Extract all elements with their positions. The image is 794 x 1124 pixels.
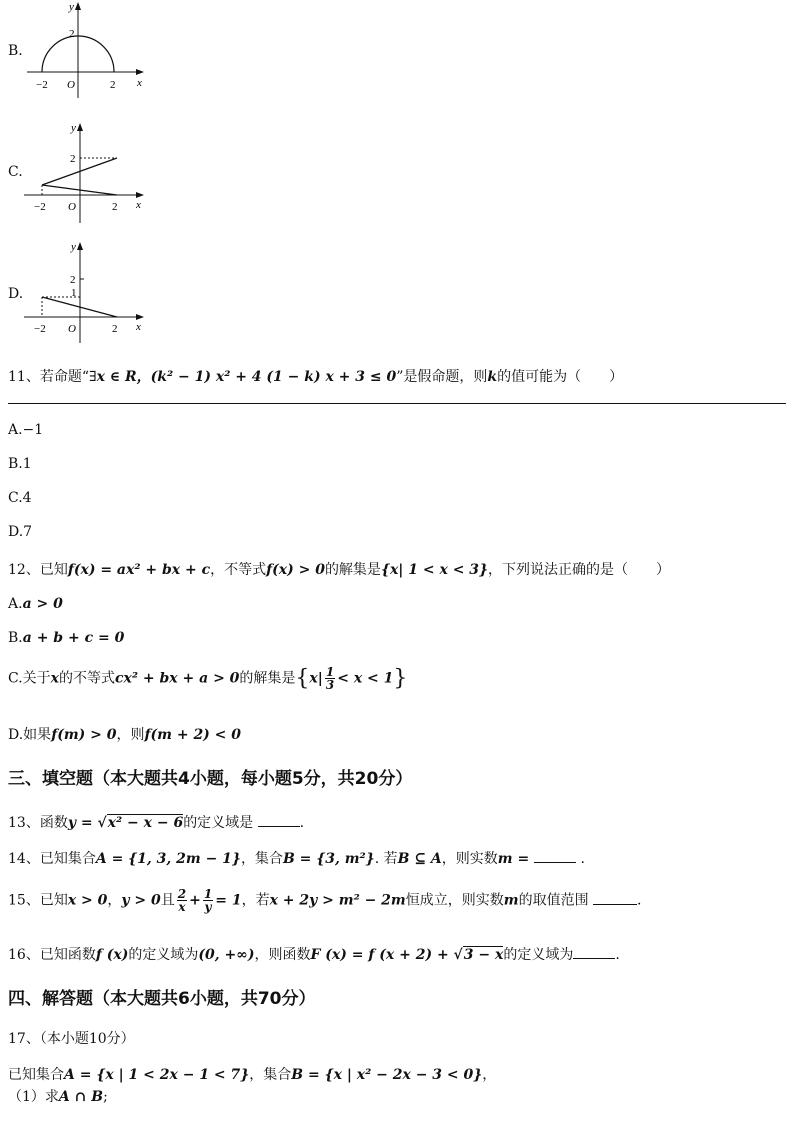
q15-mid: ，若 (241, 892, 270, 909)
q12-option-a (8, 596, 63, 612)
q13-answer-blank[interactable] (258, 814, 300, 827)
q16-dot: . (615, 947, 620, 963)
x-arrow-icon (136, 69, 144, 75)
q14-mid3: ，则实数 (441, 851, 498, 867)
y-label: y (71, 241, 76, 253)
tick-y2: 2 (69, 28, 75, 40)
tick-y1: 1 (71, 287, 77, 299)
q12-opt-a-label: A. (8, 596, 23, 612)
q11-option-b: B.1 (8, 456, 32, 472)
x-label: x (137, 77, 142, 89)
q11-tail: 的值可能为（ ） (497, 369, 624, 385)
q15-m: m (503, 892, 519, 909)
q16-dom: (0, +∞) (198, 947, 255, 963)
y-label: y (71, 122, 76, 134)
tick-pos2: 2 (112, 323, 118, 335)
q15-and: 且 (160, 892, 175, 909)
q16-answer-blank[interactable] (573, 946, 615, 959)
q12-opt-c-var: x (50, 670, 60, 687)
x-label: x (136, 321, 141, 333)
q12-opt-c-pre: C.关于 (8, 670, 51, 687)
q12-set: {x| 1 < x < 3} (380, 562, 489, 578)
q12-opt-c-set-r: < x < 1 (337, 670, 394, 687)
q17-mid: ，集合 (249, 1067, 292, 1083)
divider (8, 403, 786, 404)
q12-opt-d-m2: f(m + 2) < 0 (144, 727, 242, 743)
q15-ineq: x + 2y > m² − 2m (269, 892, 406, 909)
q15-sep: ， (107, 892, 122, 909)
tick-y2: 2 (70, 153, 76, 165)
q16-stem: 16、已知函数f (x)的定义域为(0, +∞)，则函数F (x) = f (x + 2) + √3 − x的定义域为 . (8, 947, 620, 963)
q11-formula: x ∈ R，(k² − 1) x² + 4 (1 − k) x + 3 ≤ 0 (96, 369, 397, 385)
tick-neg2: −2 (36, 79, 48, 91)
q12-opt-c-frac: $\frac{1}{3}$ (325, 665, 335, 692)
x-arrow-icon (136, 192, 144, 198)
section-4-heading: 四、解答题（本大题共6小题，共70分） (8, 989, 316, 1009)
q16-F: F (x) = f (x + 2) + (310, 947, 454, 963)
q17-stem (8, 1064, 496, 1084)
q11-option-d: D.7 (8, 524, 33, 540)
q15-c1: x > 0 (67, 892, 108, 909)
q16-pre: 16、已知函数 (8, 947, 96, 963)
q15-answer-blank[interactable] (593, 892, 637, 905)
q17-pre: 已知集合 (8, 1067, 64, 1083)
q16-mid: 的定义域为 (128, 947, 199, 963)
q15-dot: . (637, 892, 642, 909)
q12-opt-d-pre: D.如果 (8, 727, 52, 743)
q14-B: B = {3, m²} (282, 851, 375, 867)
q17-B: B = {x | x² − 2x − 3 < 0} (291, 1067, 483, 1083)
q12-ineq: f(x) > 0 (266, 562, 325, 578)
q11-option-c: C.4 (8, 490, 32, 506)
tick-pos2: 2 (112, 201, 118, 213)
tick-neg2: −2 (34, 323, 46, 335)
tick-pos2: 2 (110, 79, 116, 91)
q13-f: y = (67, 815, 98, 831)
q16-rad: 3 − x (463, 947, 504, 963)
q15-plus: + (189, 892, 201, 909)
q17-part1-math: A ∩ B (58, 1089, 104, 1105)
y-arrow-icon (77, 123, 83, 131)
q15-pre: 15、已知 (8, 892, 68, 909)
q12-stem-c: 的解集是 (324, 562, 381, 578)
option-c-label: C. (8, 164, 23, 180)
q16-end: 的定义域为 (503, 947, 574, 963)
q14-end: . (580, 851, 585, 867)
q11-var: k (487, 369, 498, 385)
option-c-graph (22, 118, 152, 228)
q12-fdef: f(x) = ax² + bx + c (67, 562, 211, 578)
q13-end: . (299, 815, 305, 831)
q12-option-c: C.关于x的不等式cx² + bx + a > 0的解集是{x| $\frac{1}{3}$ < x < 1} (8, 665, 408, 692)
q11-option-a: A.−1 (8, 422, 44, 438)
q15-eq: = 1 (215, 892, 242, 909)
section-3-heading: 三、填空题（本大题共4小题，每小题5分，共20分） (8, 769, 413, 789)
q15-mid2: 恒成立，则实数 (405, 892, 504, 909)
q12-opt-d-m1: f(m) > 0 (51, 727, 117, 743)
q13-post: 的定义域是 (183, 815, 254, 831)
option-d-label: D. (8, 286, 24, 302)
q15-c2: y > 0 (121, 892, 161, 909)
x-arrow-icon (136, 314, 144, 320)
option-b-graph (22, 0, 152, 100)
q14-A: A = {1, 3, 2m − 1} (95, 851, 241, 867)
q13-stem: 13、函数y = √x² − x − 6的定义域是 . (8, 815, 305, 831)
y-arrow-icon (77, 242, 83, 250)
q13-rad: x² − x − 6 (107, 815, 184, 831)
q12-opt-b-math: a + b + c = 0 (22, 630, 125, 646)
q12-opt-c-set-l: x| (309, 670, 323, 687)
q11-prefix: 11、若命题“∃ (8, 369, 97, 385)
y-arrow-icon (75, 2, 81, 10)
q12-opt-d-mid: ，则 (116, 727, 145, 743)
q14-mid2: . 若 (374, 851, 398, 867)
tick-y2: 2 (70, 274, 76, 286)
q12-stem-b: ，不等式 (210, 562, 267, 578)
q15-frac-2: $\frac{1}{y}$ (203, 887, 213, 914)
q11-suffix: ”是假命题，则 (396, 369, 488, 385)
q17-part1-end: ; (103, 1089, 108, 1105)
q12-stem (8, 559, 670, 579)
q17-part1 (8, 1086, 108, 1106)
origin-label: O (67, 79, 75, 91)
q15-frac-1: $\frac{2}{x}$ (177, 887, 187, 914)
option-d-graph (22, 237, 152, 347)
x-label: x (136, 199, 141, 211)
origin-label: O (68, 323, 76, 335)
q17-A: A = {x | 1 < 2x − 1 < 7} (64, 1067, 250, 1083)
q11-stem (8, 366, 623, 386)
origin-label: O (68, 201, 76, 213)
q12-opt-c-end: 的解集是 (239, 670, 296, 687)
q14-mid: ，集合 (240, 851, 283, 867)
q17-head: 17、（本小题10分） (8, 1031, 135, 1047)
q17-end: ， (482, 1067, 497, 1083)
q15-stem (8, 888, 641, 913)
q16-f: f (x) (95, 947, 129, 963)
q17-part1-pre: （1）求 (8, 1089, 59, 1105)
q12-opt-b-label: B. (8, 630, 23, 646)
q14-pre: 14、已知集合 (8, 851, 96, 867)
q12-opt-c-mid: 的不等式 (59, 670, 116, 687)
q12-stem-a: 12、已知 (8, 562, 68, 578)
q15-end: 的取值范围 (518, 892, 589, 909)
tick-neg2: −2 (34, 201, 46, 213)
q14-answer-blank[interactable] (534, 850, 576, 863)
y-label: y (69, 1, 74, 13)
q13-pre: 13、函数 (8, 815, 68, 831)
q12-option-b (8, 630, 124, 646)
q16-mid2: ，则函数 (254, 947, 311, 963)
q14-stem (8, 848, 585, 868)
q14-rel: B ⊆ A (397, 851, 442, 867)
option-b-label: B. (8, 43, 23, 59)
q14-m: m = (497, 851, 535, 867)
q12-opt-a-math: a > 0 (22, 596, 63, 612)
q12-stem-d: ，下列说法正确的是（ ） (488, 562, 671, 578)
q12-option-d (8, 724, 241, 744)
q12-opt-c-ineq: cx² + bx + a > 0 (115, 670, 240, 687)
